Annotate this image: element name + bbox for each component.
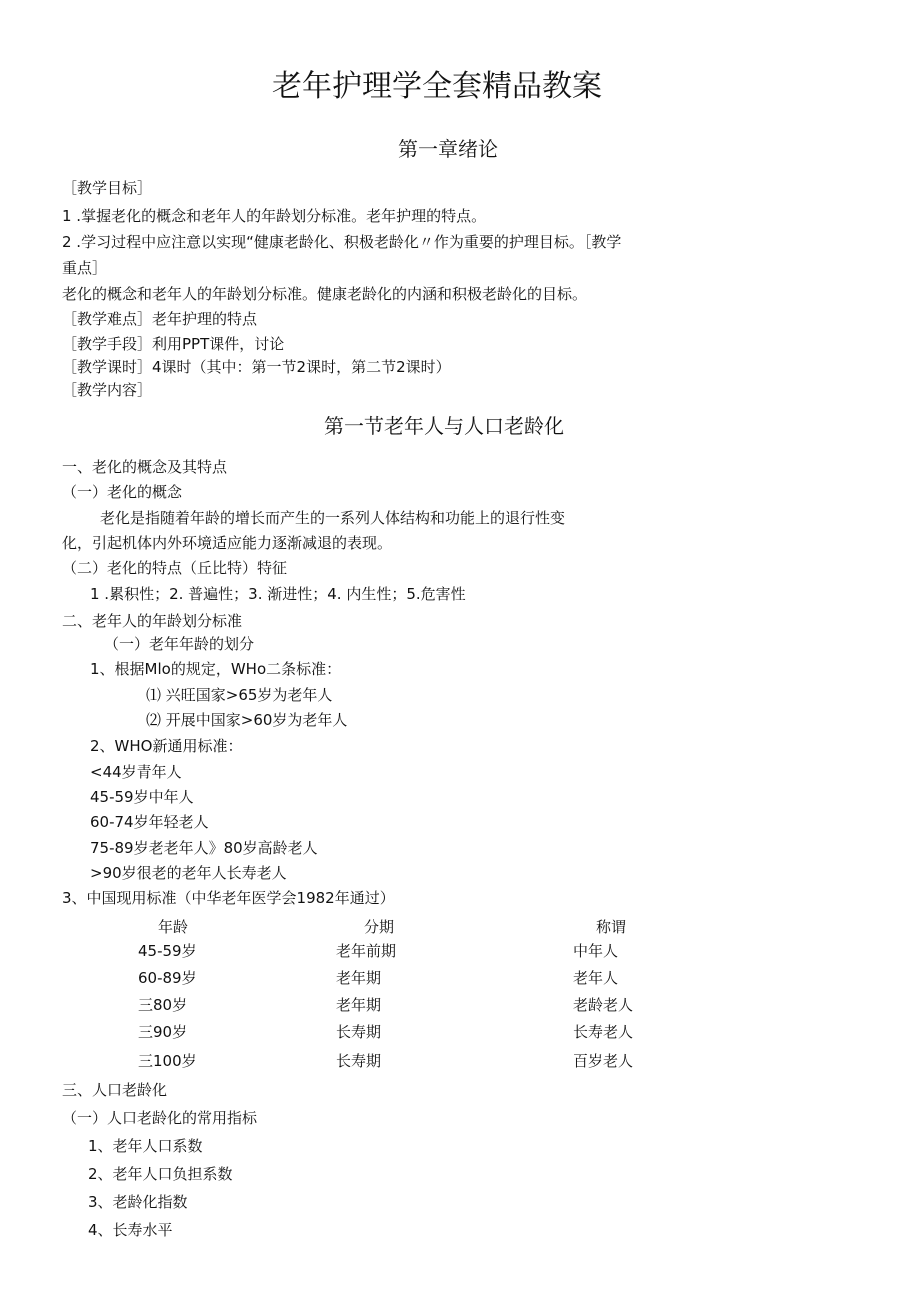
subheading-aging-traits: （二）老化的特点（丘比特）特征 [62, 559, 288, 577]
table-cell: 老龄老人 [573, 996, 634, 1014]
table-cell: 三90岁 [138, 1023, 188, 1041]
standard-2-item: 75-89岁老老年人》80岁高龄老人 [90, 839, 318, 857]
section-title: 第一节老年人与人口老龄化 [324, 414, 564, 438]
teaching-hours: ［教学课时］4课时（其中：第一节2课时，第二节2课时） [62, 358, 451, 376]
aging-definition-line-1: 老化是指随着年龄的增长而产生的一系列人体结构和功能上的退行性变 [100, 509, 566, 527]
subheading-aging-concept: （一）老化的概念 [62, 483, 183, 501]
standard-2: 2、WHO新通用标准： [90, 737, 243, 755]
table-cell: 三80岁 [138, 996, 188, 1014]
teaching-goal-label: ［教学目标］ [62, 179, 153, 197]
table-cell: 中年人 [573, 942, 619, 960]
teaching-difficulty: ［教学难点］老年护理的特点 [62, 310, 258, 328]
teaching-content-label: ［教学内容］ [62, 381, 153, 399]
table-cell: 三100岁 [138, 1052, 197, 1070]
table-cell: 老年前期 [336, 942, 397, 960]
standard-1: 1、根据Mlo的规定，WHo二条标准： [90, 660, 342, 678]
indicator-item: 3、老龄化指数 [88, 1193, 188, 1211]
aging-definition-line-2: 化，引起机体内外环境适应能力逐渐减退的表现。 [62, 534, 393, 552]
key-points-label: 重点］ [62, 259, 108, 277]
standard-3: 3、中国现用标准（中华老年医学会1982年通过） [62, 889, 395, 907]
table-cell: 老年期 [336, 996, 382, 1014]
subheading-aging-indicators: （一）人口老龄化的常用指标 [62, 1109, 258, 1127]
table-cell: 老年期 [336, 969, 382, 987]
table-header-age: 年龄 [158, 918, 189, 936]
teaching-means: ［教学手段］利用PPT课件，讨论 [62, 335, 285, 353]
table-cell: 百岁老人 [573, 1052, 634, 1070]
table-cell: 60-89岁 [138, 969, 197, 987]
table-cell: 老年人 [573, 969, 619, 987]
table-header-stage: 分期 [364, 918, 395, 936]
standard-2-item: 60-74岁年轻老人 [90, 813, 209, 831]
indicator-item: 2、老年人口负担系数 [88, 1165, 233, 1183]
standard-1a: ⑴ 兴旺国家>65岁为老年人 [146, 686, 333, 704]
aging-traits-list: 1 .累积性；2. 普遍性；3. 渐进性；4. 内生性；5.危害性 [90, 585, 466, 603]
standard-2-item: <44岁青年人 [90, 763, 182, 781]
heading-age-standards: 二、老年人的年龄划分标准 [62, 612, 243, 630]
chapter-title: 第一章绪论 [398, 137, 498, 161]
table-cell: 长寿老人 [573, 1023, 634, 1041]
document-title: 老年护理学全套精品教案 [272, 69, 602, 104]
standard-1b: ⑵ 开展中国家>60岁为老年人 [146, 711, 348, 729]
indicator-item: 4、长寿水平 [88, 1221, 173, 1239]
standard-2-item: 45-59岁中年人 [90, 788, 194, 806]
table-cell: 长寿期 [336, 1023, 382, 1041]
heading-aging-concept: 一、老化的概念及其特点 [62, 458, 228, 476]
table-header-title: 称谓 [596, 918, 627, 936]
subheading-age-division: （一）老年年龄的划分 [104, 635, 255, 653]
key-points-text: 老化的概念和老年人的年龄划分标准。健康老龄化的内涵和积极老龄化的目标。 [62, 285, 588, 303]
teaching-goal-1: 1 .掌握老化的概念和老年人的年龄划分标准。老年护理的特点。 [62, 207, 487, 225]
table-cell: 45-59岁 [138, 942, 197, 960]
heading-population-aging: 三、人口老龄化 [62, 1081, 168, 1099]
standard-2-item: >90岁很老的老年人长寿老人 [90, 864, 287, 882]
teaching-goal-2: 2 .学习过程中应注意以实现“健康老龄化、积极老龄化〃作为重要的护理目标。［教学 [62, 233, 622, 251]
indicator-item: 1、老年人口系数 [88, 1137, 203, 1155]
table-cell: 长寿期 [336, 1052, 382, 1070]
